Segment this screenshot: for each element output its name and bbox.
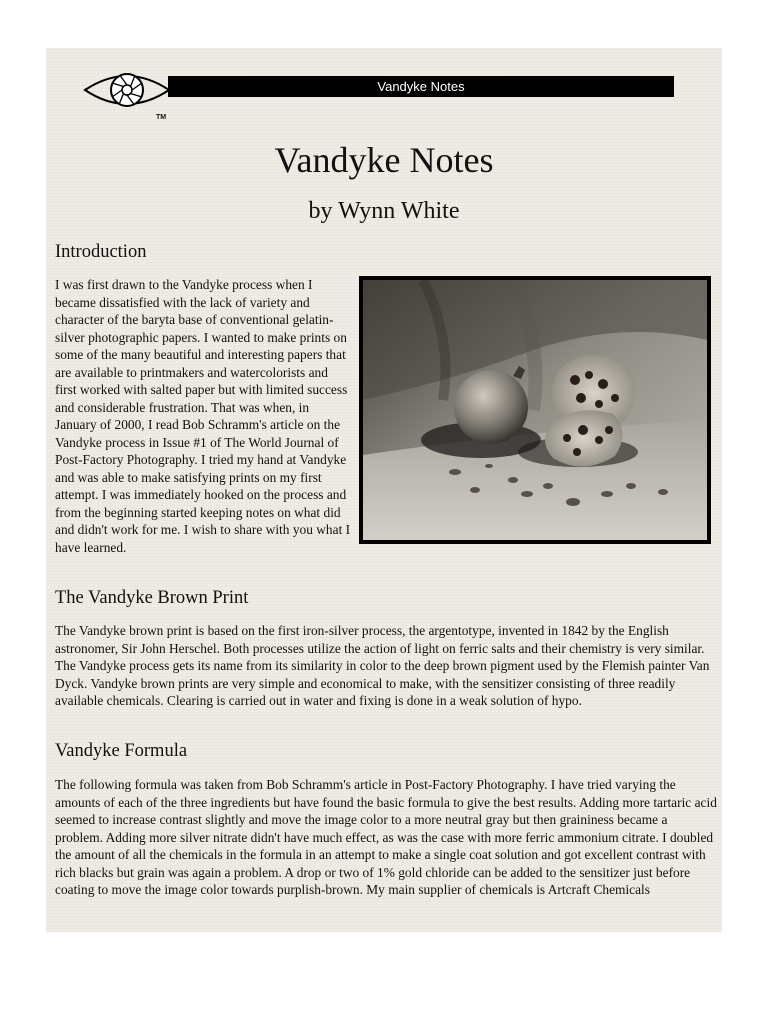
introduction-text: I was first drawn to the Vandyke process when I became dissatisfied with the lack of variety and character of the baryta base of conventional gelatin-silver photographic papers. I wanted to make prints on some of the many beautiful and interesting papers that are available to printmakers and watercolorists and first worked with salted paper but with limited success and considerable frustration. That was when, in January of 2000, I read Bob Schramm's article on the Vandyke process in Issue #1 of The World Journal of Post-Factory Photography. I tried my hand at Vandyke and was able to make satisfying prints on my first attempt. I was immediately hooked on the process and from the beginning started keeping notes on what did and didn't work for me. I wish to share with you what I have learned. bbox=[55, 277, 351, 555]
pomegranate-photo bbox=[359, 276, 711, 544]
vandyke-brown-print-text: The Vandyke brown print is based on the first iron-silver process, the argentotype, invented in 1842 by the English astronomer, Sir John Herschel. Both processes utilize the action of light on ferric salts and their chemistry is very similar. The Vandyke process gets its name from its similarity in color to the deep brown pigment used by the Flemish painter Van Dyck. Vandyke brown prints are very simple and economical to make, with the sensitizer consisting of three readily available chemicals. Clearing is carried out in water and fixing is done in a weak solution of hypo. bbox=[55, 623, 710, 708]
section-heading-introduction: Introduction bbox=[55, 242, 147, 262]
byline: by Wynn White bbox=[308, 198, 460, 224]
header-bar: Vandyke Notes bbox=[168, 76, 674, 97]
trademark-mark: TM bbox=[156, 114, 167, 121]
page-title: Vandyke Notes bbox=[274, 140, 494, 180]
introduction-block bbox=[55, 276, 717, 556]
section-heading-vandyke-formula: Vandyke Formula bbox=[55, 741, 188, 761]
vandyke-formula-text: The following formula was taken from Bob Schramm's article in Post-Factory Photography. I have tried varying the amounts of each of the three ingredients but have found the basic formula to give the best results. Adding more tartaric acid seemed to increase contrast slightly and move the image color to a more neutral gray but then graininess became a problem. Adding more silver nitrate didn't have much effect, as was the case with more ferric ammonium citrate. I doubled the amount of all the chemicals in the formula in an attempt to make a single coat solution and got excellent contrast with rich blacks but grain was again a problem. A drop or two of 1% gold chloride can be added to the sensitizer just before coating to move the image color towards purplish-brown. My main supplier of chemicals is Artcraft Chemicals bbox=[55, 777, 717, 897]
section-heading-vandyke-brown-print: The Vandyke Brown Print bbox=[55, 588, 249, 608]
eye-aperture-logo-icon bbox=[82, 68, 172, 112]
article-page bbox=[46, 48, 722, 932]
